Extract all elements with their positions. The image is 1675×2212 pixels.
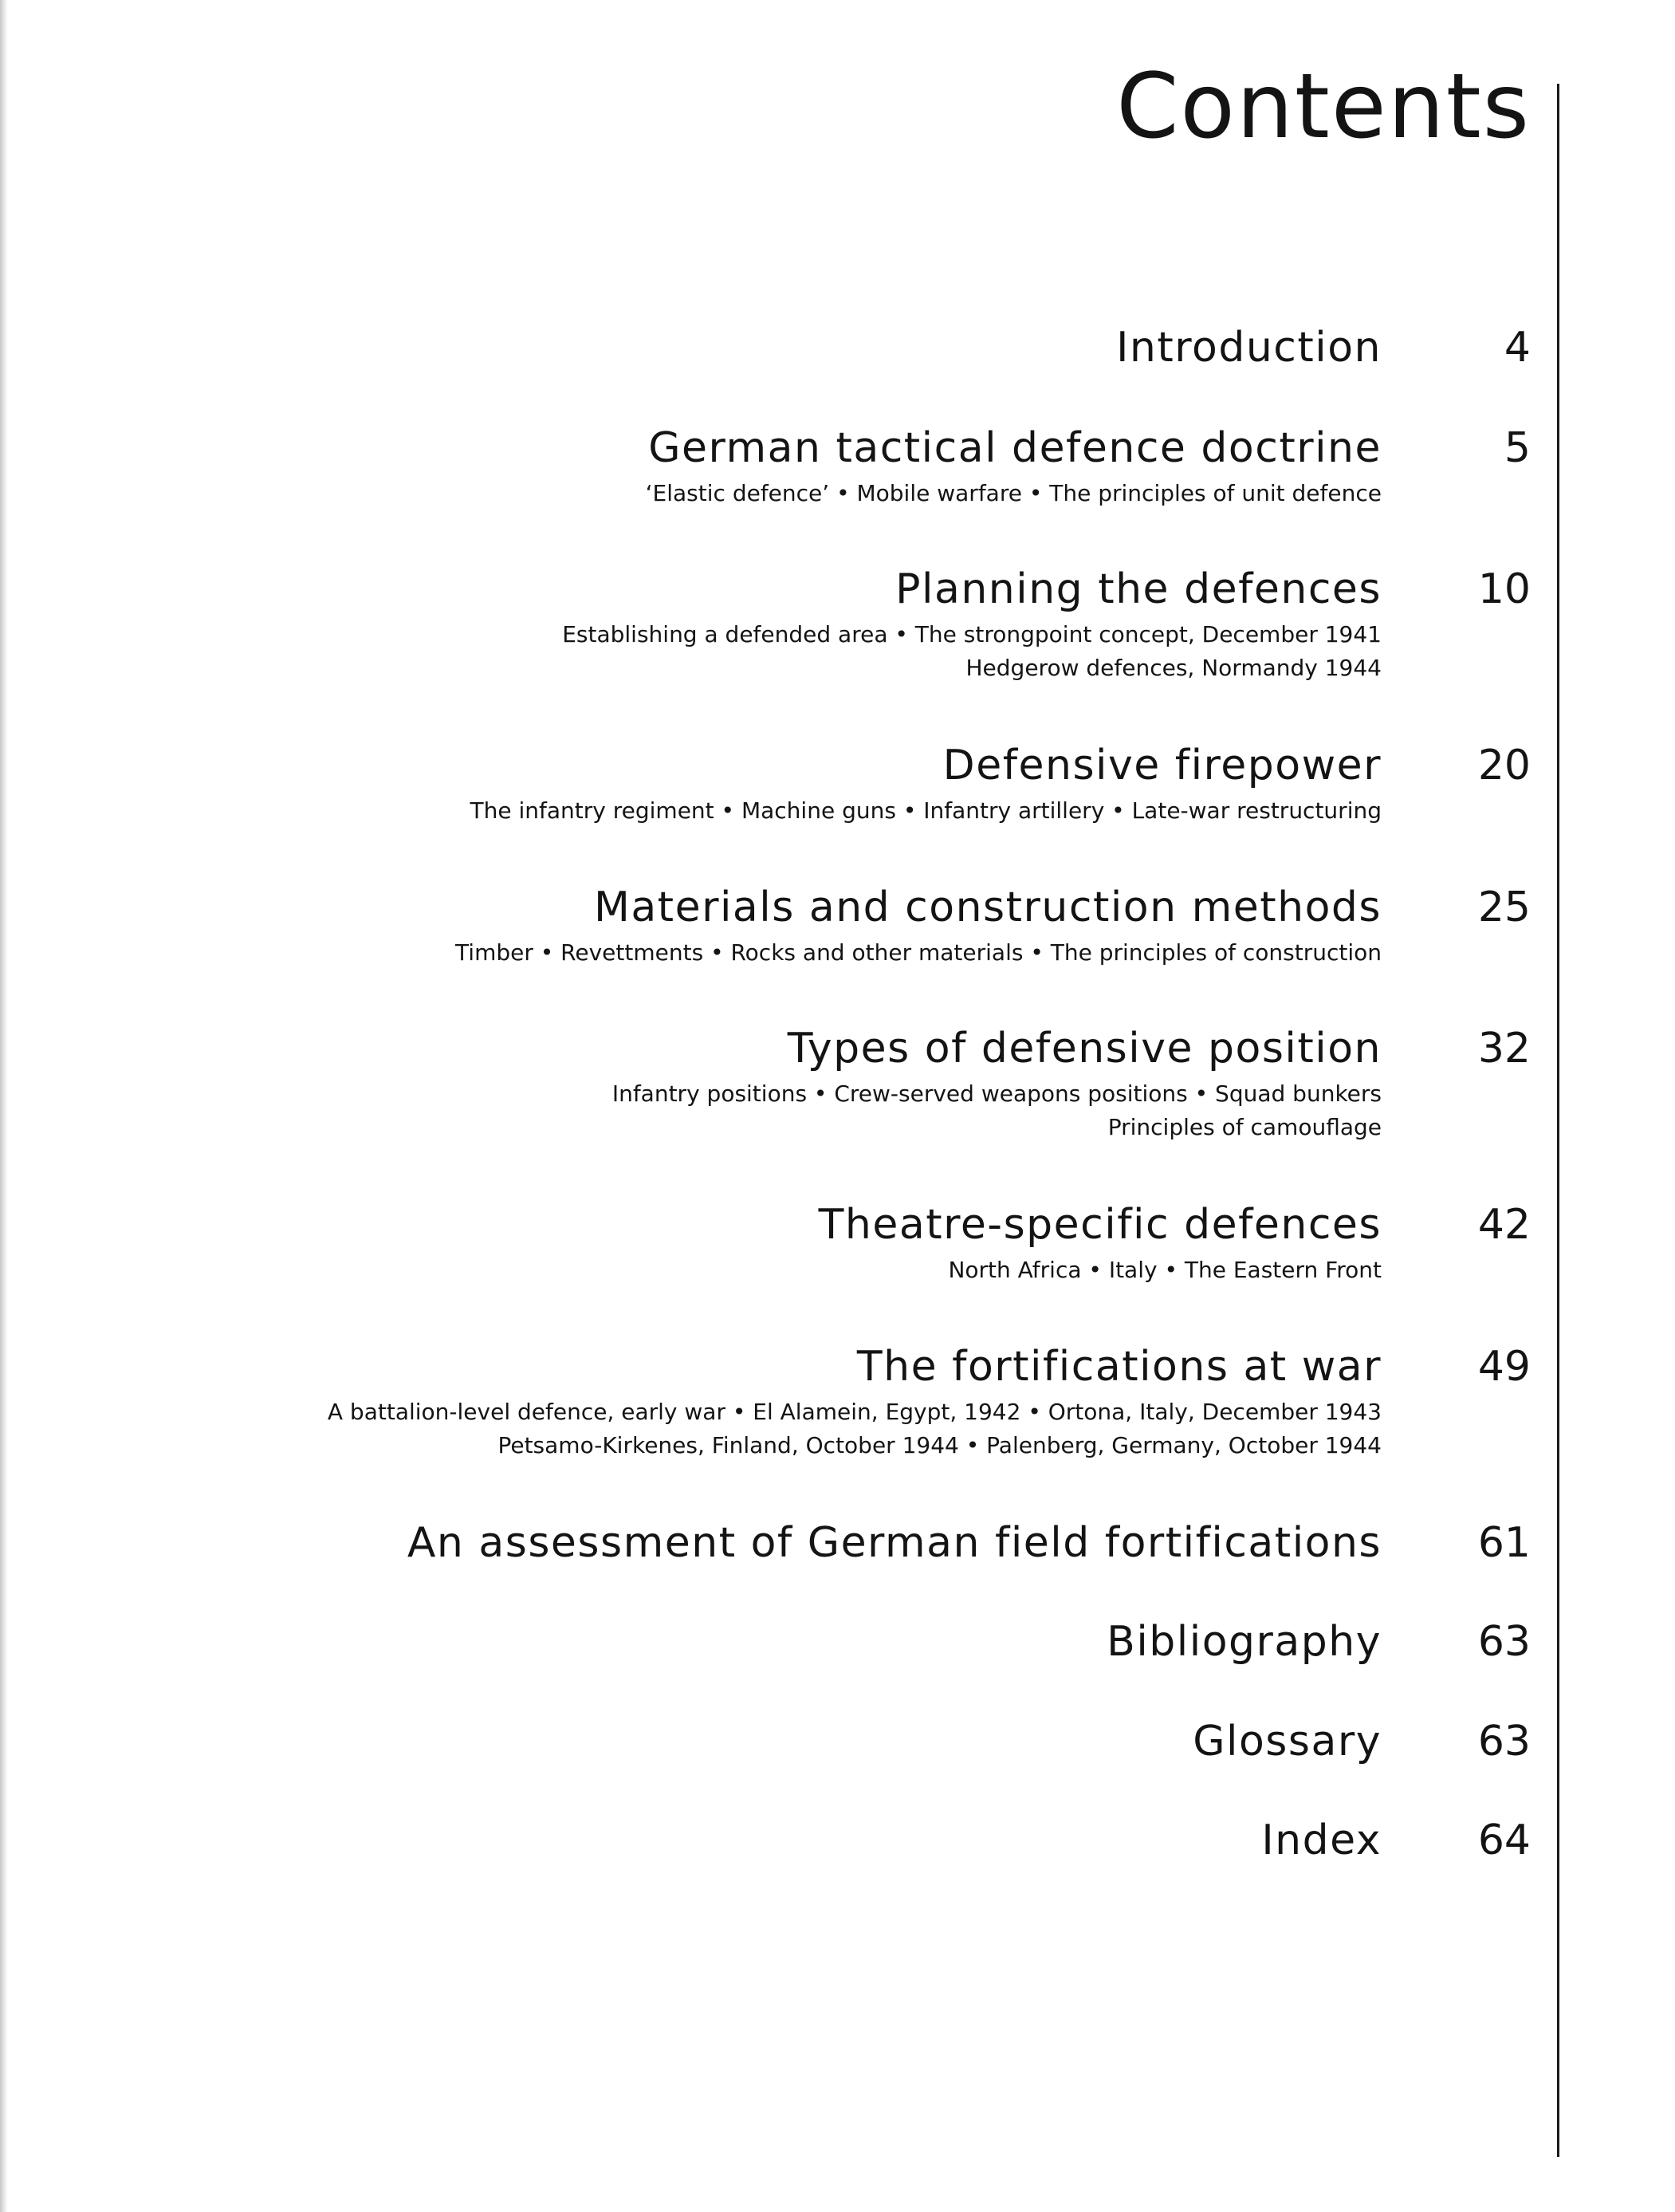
- toc-entry-subtopics: [948, 1254, 1382, 1287]
- toc-subtopic-line: Petsamo-Kirkenes, Finland, October 1944 • Palenberg, Germany, October 1944: [497, 1432, 1382, 1458]
- toc-entry-page: 61: [1477, 1519, 1531, 1567]
- toc-entry-title: Index: [1261, 1816, 1382, 1864]
- toc-entry-page: 10: [1477, 565, 1531, 613]
- toc-entry-page: 63: [1477, 1618, 1531, 1666]
- toc-subtopic-line: Principles of camouflage: [1107, 1114, 1382, 1140]
- toc-subtopic-line: ‘Elastic defence’ • Mobile warfare • The principles of unit defence: [645, 480, 1382, 506]
- toc-entry-page: 20: [1477, 742, 1531, 789]
- toc-entry-title: Materials and construction methods: [593, 884, 1382, 931]
- toc-entry-subtopics: [562, 618, 1382, 685]
- toc-subtopic-line: The infantry regiment • Machine guns • Infantry artillery • Late-war restructuring: [470, 797, 1382, 824]
- toc-entry-title: Theatre-specific defences: [818, 1201, 1382, 1249]
- toc-entry-page: 25: [1477, 884, 1531, 931]
- toc-entry-title: The fortifications at war: [856, 1343, 1382, 1391]
- page-title: Contents: [1116, 55, 1531, 159]
- toc-entry-page: 5: [1504, 424, 1531, 472]
- toc-entry-subtopics: [470, 794, 1382, 828]
- toc-entry-page: 4: [1504, 324, 1531, 372]
- toc-entry-title: Glossary: [1193, 1718, 1382, 1765]
- toc-subtopic-line: Timber • Revettments • Rocks and other materials • The principles of construction: [455, 939, 1382, 966]
- toc-entry-title: An assessment of German field fortifications: [407, 1519, 1382, 1567]
- toc-entry-subtopics: [612, 1077, 1382, 1144]
- toc-subtopic-line: Infantry positions • Crew-served weapons positions • Squad bunkers: [611, 1080, 1382, 1107]
- toc-entry-page: 42: [1477, 1201, 1531, 1249]
- toc-entry-title: Types of defensive position: [787, 1025, 1382, 1073]
- toc-subtopic-line: A battalion-level defence, early war • El Alamein, Egypt, 1942 • Ortona, Italy, December 1943: [327, 1399, 1382, 1425]
- toc-entry-title: German tactical defence doctrine: [648, 424, 1382, 472]
- toc-entry-title: Introduction: [1116, 324, 1382, 372]
- toc-entry-title: Defensive firepower: [942, 742, 1382, 789]
- toc-entry-subtopics: [328, 1395, 1382, 1462]
- toc-subtopic-line: Hedgerow defences, Normandy 1944: [965, 655, 1382, 681]
- vertical-rule: [1557, 84, 1559, 2157]
- page-edge-shadow: [0, 0, 8, 2212]
- toc-entry-page: 64: [1477, 1816, 1531, 1864]
- toc-entry-subtopics: [646, 477, 1382, 510]
- toc-entry-page: 63: [1477, 1718, 1531, 1765]
- toc-entry-page: 49: [1477, 1343, 1531, 1391]
- toc-entry-title: Bibliography: [1107, 1618, 1382, 1666]
- toc-entry-subtopics: [455, 936, 1382, 970]
- toc-subtopic-line: Establishing a defended area • The strongpoint concept, December 1941: [562, 621, 1382, 647]
- toc-entry-title: Planning the defences: [895, 565, 1382, 613]
- toc-entry-page: 32: [1477, 1025, 1531, 1073]
- toc-subtopic-line: North Africa • Italy • The Eastern Front: [948, 1257, 1382, 1283]
